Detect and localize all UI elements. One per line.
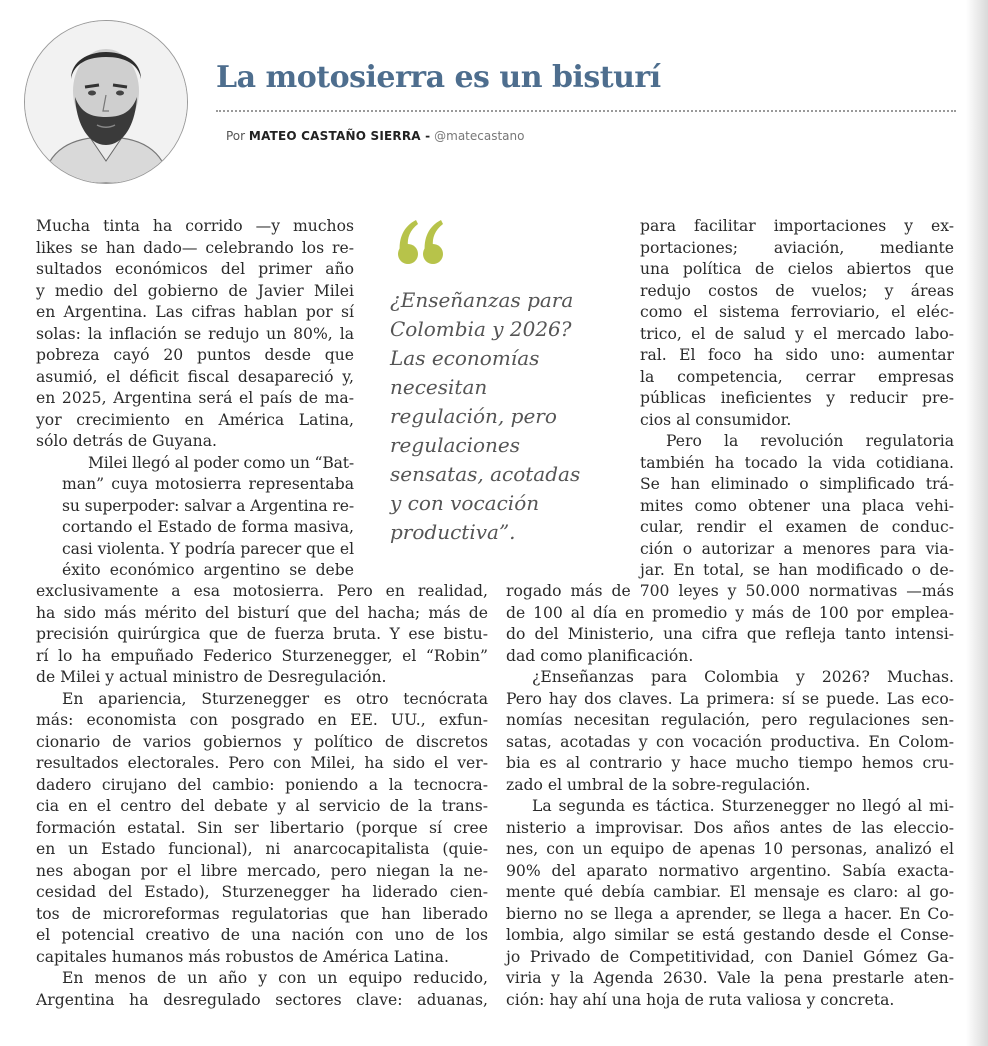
pull-quote-line: Colombia y 2026? bbox=[390, 317, 572, 341]
text-line: Argentina ha desregulado sectores clave: aduanas, bbox=[36, 990, 488, 1009]
text-line: de Milei y actual ministro de Desregulación. bbox=[36, 668, 387, 686]
text-line: Pero hay dos claves. La primera: sí se puede. Las eco- bbox=[506, 689, 954, 708]
text-line: como el sistema ferroviario, el eléc- bbox=[640, 303, 954, 321]
pull-quote-line: necesitan bbox=[390, 375, 488, 399]
text-line: ción: hay ahí una hoja de ruta valiosa y concreta. bbox=[506, 990, 895, 1009]
dotted-divider bbox=[216, 110, 956, 112]
text-line: 90% del aparato normativo argentino. Sabía exacta- bbox=[506, 861, 954, 880]
paragraph bbox=[36, 968, 488, 1011]
text-line: capitales humanos más robustos de América Latina. bbox=[36, 947, 449, 966]
pull-quote-line: sensatas, acotadas bbox=[390, 462, 581, 486]
text-line: cesidad del Estado), Sturzenegger ha liderado cien- bbox=[36, 883, 488, 901]
text-line: cios al consumidor. bbox=[640, 410, 792, 429]
text-line: su superpoder: salvar a Argentina re- bbox=[62, 496, 354, 515]
text-line: la competencia, cerrar empresas bbox=[640, 367, 954, 386]
text-line: mente qué debía cambiar. El mensaje es claro: al go- bbox=[506, 883, 954, 901]
byline-prefix: Por bbox=[226, 129, 246, 143]
body-column-1-wide bbox=[36, 581, 488, 1011]
paragraph bbox=[36, 581, 488, 689]
text-line: en 2025, Argentina será el país de ma- bbox=[36, 389, 354, 407]
text-line: cular, rendir el examen de conduc- bbox=[640, 518, 954, 536]
text-line: ¿Enseñanzas para Colombia y 2026? Muchas. bbox=[532, 668, 954, 686]
text-line: asumió, el déficit fiscal desapareció y, bbox=[36, 367, 354, 386]
pull-quote-line: regulaciones bbox=[390, 433, 521, 457]
text-line: dadero cirujano del cambio: poniendo a la tecnocra- bbox=[36, 775, 488, 794]
text-line: rogado más de 700 leyes y 50.000 normativas —más bbox=[506, 582, 954, 600]
page-edge-shadow bbox=[966, 0, 988, 1046]
text-line: nomías necesitan regulación, pero regulaciones sen- bbox=[506, 711, 954, 729]
text-line: en un Estado funcional), ni anarcocapitalista (quie- bbox=[36, 840, 488, 858]
text-line: formación estatal. Sin ser libertario (porque sí cree bbox=[36, 818, 488, 837]
text-line: exclusivamente a esa motosierra. Pero en realidad, bbox=[36, 582, 488, 600]
paragraph bbox=[506, 667, 954, 796]
text-line: tos de microreformas regulatorias que han liberado bbox=[36, 904, 488, 923]
body-column-1 bbox=[36, 216, 354, 582]
text-line: nes, con un equipo de apenas 10 personas, analizó el bbox=[506, 840, 954, 858]
text-line: casi violenta. Y podría parecer que el bbox=[62, 539, 354, 558]
text-line: también ha tocado la vida cotidiana. bbox=[640, 453, 954, 472]
text-line: En apariencia, Sturzenegger es otro tecnócrata bbox=[62, 689, 488, 708]
text-line: pobreza cayó 20 puntos desde que bbox=[36, 346, 354, 364]
body-column-3 bbox=[640, 216, 954, 582]
text-line: man” cuya motosierra representaba bbox=[62, 475, 354, 493]
paragraph bbox=[640, 431, 954, 582]
body-column-3-wide bbox=[506, 581, 954, 1011]
text-line: y medio del gobierno de Javier Milei bbox=[36, 281, 354, 300]
text-line: En menos de un año y con un equipo reducido, bbox=[62, 969, 488, 987]
text-line: el potencial creativo de una nación con uno de los bbox=[36, 926, 488, 944]
quote-mark-icon bbox=[396, 216, 446, 276]
text-line: sólo detrás de Guyana. bbox=[36, 432, 217, 450]
paragraph bbox=[36, 453, 354, 582]
text-line: cortando el Estado de forma masiva, bbox=[62, 518, 354, 536]
text-line: una política de cielos abiertos que bbox=[640, 260, 954, 278]
text-line: públicas ineficientes y reducir pre- bbox=[640, 389, 954, 407]
pull-quote-line: productiva”. bbox=[390, 520, 516, 544]
text-line: La segunda es táctica. Sturzenegger no llegó al mi- bbox=[532, 797, 954, 815]
pull-quote-line: ¿Enseñanzas para bbox=[390, 288, 574, 312]
text-line: ral. El foco ha sido uno: aumentar bbox=[640, 346, 954, 364]
text-line: Se han eliminado o simplificado trá- bbox=[640, 475, 954, 493]
text-line: do del Ministerio, una cifra que refleja tanto intensi- bbox=[506, 625, 954, 643]
text-line: Pero la revolución regulatoria bbox=[666, 432, 954, 450]
text-line: yor crecimiento en América Latina, bbox=[36, 410, 354, 429]
text-line: cionario de varios gobiernos y político de discretos bbox=[36, 732, 488, 751]
text-line: en Argentina. Las cifras hablan por sí bbox=[36, 303, 354, 321]
text-line: dad como planificación. bbox=[506, 646, 694, 665]
text-line: rí lo ha empuñado Federico Sturzenegger, el “Robin” bbox=[36, 646, 488, 665]
text-line: éxito económico argentino se debe bbox=[62, 561, 354, 579]
paragraph bbox=[36, 689, 488, 969]
byline bbox=[226, 129, 524, 143]
text-line: portaciones; aviación, mediante bbox=[640, 238, 954, 257]
text-line: de 100 al día en promedio y más de 100 por emplea- bbox=[506, 603, 954, 622]
text-line: más: economista con posgrado en EE. UU., exfun- bbox=[36, 711, 488, 729]
text-line: solas: la inflación se redujo un 80%, la bbox=[36, 324, 354, 343]
text-line: nisterio a improvisar. Dos años antes de las eleccio- bbox=[506, 818, 954, 837]
text-line: bia es al contrario y hace mucho tiempo hemos cru- bbox=[506, 754, 954, 772]
text-line: para facilitar importaciones y ex- bbox=[640, 217, 954, 235]
text-line: nes abogan por el libre mercado, pero niegan la ne- bbox=[36, 861, 488, 880]
paragraph bbox=[36, 216, 354, 453]
text-line: Mucha tinta ha corrido —y muchos bbox=[36, 217, 354, 235]
paragraph bbox=[640, 216, 954, 431]
text-line: cia en el centro del debate y al servicio de la trans- bbox=[36, 797, 488, 815]
text-line: ción o autorizar a menores para via- bbox=[640, 539, 954, 558]
pull-quote-line: y con vocación bbox=[390, 491, 540, 515]
pull-quote-line: Las economías bbox=[390, 346, 540, 370]
text-line: viria y la Agenda 2630. Vale la pena prestarle aten- bbox=[506, 969, 954, 987]
author-handle[interactable]: @matecastano bbox=[434, 129, 525, 143]
pull-quote-line: regulación, pero bbox=[390, 404, 557, 428]
text-line: mites como obtener una placa vehi- bbox=[640, 496, 954, 515]
text-line: resultados electorales. Pero con Milei, ha sido el ver- bbox=[36, 754, 488, 772]
text-line: likes se han dado— celebrando los re- bbox=[36, 238, 354, 257]
text-line: Milei llegó al poder como un “Bat- bbox=[88, 453, 354, 472]
paragraph bbox=[506, 581, 954, 667]
text-line: jo Privado de Competitividad, con Daniel Gómez Ga- bbox=[506, 947, 954, 966]
text-line: jar. En total, se han modificado o de- bbox=[640, 561, 954, 579]
text-line: zado el umbral de la sobre-regulación. bbox=[506, 775, 811, 794]
text-line: satas, acotadas y con vocación productiva. En Colom- bbox=[506, 732, 954, 751]
author-name: MATEO CASTAÑO SIERRA - bbox=[248, 129, 431, 143]
headline: La motosierra es un bisturí bbox=[216, 60, 661, 95]
text-line: ha sido más mérito del bisturí que del hacha; más de bbox=[36, 603, 488, 622]
pull-quote bbox=[390, 286, 608, 547]
text-line: bierno no se llega a aprender, se llega a hacer. En Co- bbox=[506, 904, 954, 923]
paragraph bbox=[506, 796, 954, 1011]
text-line: precisión quirúrgica que de fuerza bruta. Y ese bistu- bbox=[36, 625, 488, 643]
text-line: redujo costos de vuelos; y áreas bbox=[640, 281, 954, 300]
text-line: trico, el de salud y el mercado labo- bbox=[640, 324, 954, 343]
author-avatar bbox=[24, 20, 188, 184]
text-line: sultados económicos del primer año bbox=[36, 260, 354, 278]
text-line: lombia, algo similar se está gestando desde el Conse- bbox=[506, 926, 954, 944]
